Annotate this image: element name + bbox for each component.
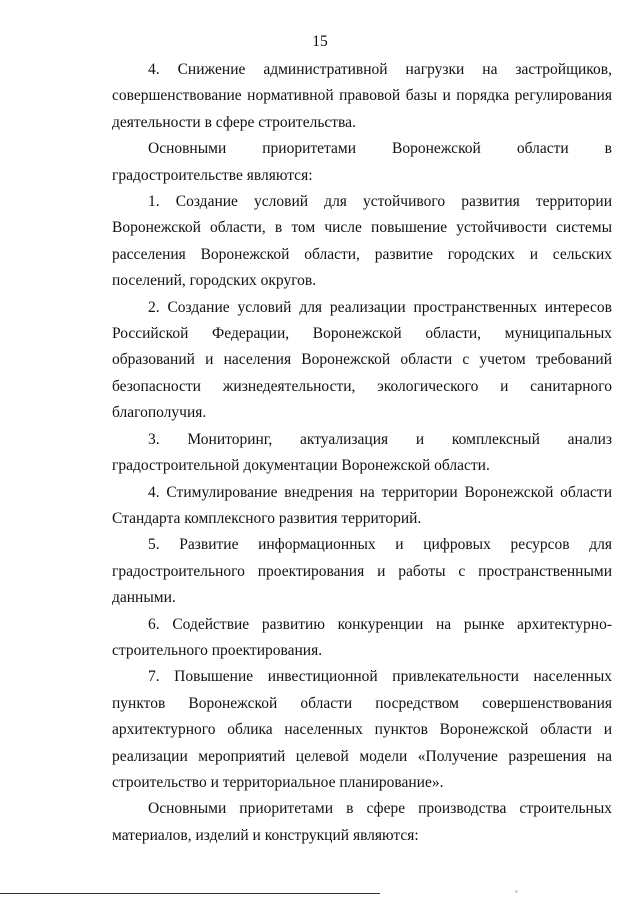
paragraph-item-1-sustainable-development: 1. Создание условий для устойчивого развития территории Воронежской области, в том числе повышение устойчивости системы расселения Воронежской области, развитие городских и сельских поселений, городских округов. bbox=[112, 193, 612, 290]
paragraph-item-6-competition: 6. Содействие развитию конкуренции на рынке архитектурно-строительного проектирования. bbox=[112, 615, 612, 659]
paragraph-item-3-monitoring: 3. Мониторинг, актуализация и комплексный анализ градостроительной документации Воронежской области. bbox=[112, 430, 612, 475]
paragraph-item-7-investment: 7. Повышение инвестиционной привлекательности населенных пунктов Воронежской области посредством совершенствования архитектурного облика населенных пунктов Воронежской области и реализации мероприятий целевой модели «Получение разрешения на строительство и территориальное планирование». bbox=[112, 668, 612, 791]
paragraph-item-5-digital-resources: 5. Развитие информационных и цифровых ресурсов для градостроительного проектирования и работы с пространственными данными. bbox=[112, 536, 612, 607]
scan-speck bbox=[515, 890, 518, 893]
footer-rule bbox=[0, 893, 380, 894]
paragraph-item-4-admin-burden: 4. Снижение административной нагрузки на застройщиков, совершенствование нормативной правовой базы и порядка регулирования деятельности в сфере строительства. bbox=[112, 61, 612, 131]
paragraph-priorities-construction-materials: Основными приоритетами в сфере производства строительных материалов, изделий и конструкций являются: bbox=[112, 800, 612, 844]
paragraph-item-2-spatial-interests: 2. Создание условий для реализации пространственных интересов Российской Федерации, Воронежской области, муниципальных образований и населения Воронежской области с учетом требований безопасности жизнедеятельности, экологического и санитарного благополучия. bbox=[112, 298, 612, 422]
paragraph-priorities-urban-planning: Основными приоритетами Воронежской области в градостроительстве являются: bbox=[112, 140, 612, 184]
page-body bbox=[112, 57, 612, 849]
paragraph-item-4-standard: 4. Стимулирование внедрения на территории Воронежской области Стандарта комплексного развития территорий. bbox=[112, 483, 612, 527]
page-number: 15 bbox=[312, 33, 328, 50]
